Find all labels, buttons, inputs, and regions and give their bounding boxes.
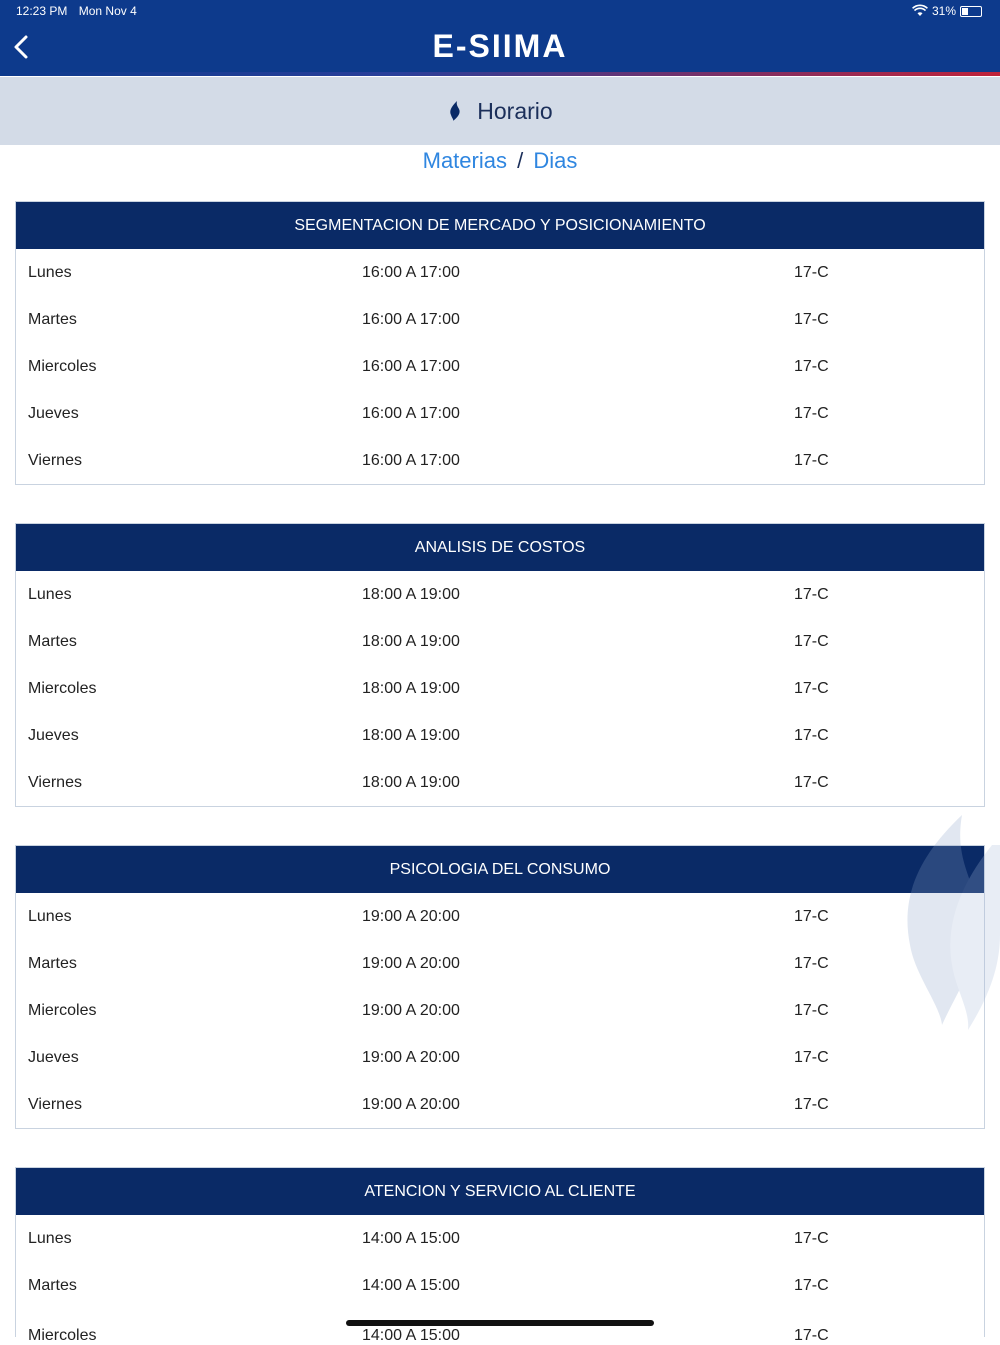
time-cell: 18:00 A 19:00: [362, 726, 460, 744]
wifi-icon: [912, 5, 928, 17]
room-cell: 17-C: [794, 404, 829, 422]
day-cell: Jueves: [28, 726, 79, 744]
schedule-row: [16, 343, 984, 390]
schedule-row: [16, 571, 984, 618]
page-title: Horario: [477, 97, 553, 124]
app-logo: E-SIIMA: [432, 28, 568, 64]
room-cell: 17-C: [794, 632, 829, 650]
schedule-row: [16, 665, 984, 712]
time-cell: 18:00 A 19:00: [362, 632, 460, 650]
room-cell: 17-C: [794, 773, 829, 791]
page-title-band: [0, 77, 1000, 145]
tab-materias[interactable]: Materias: [422, 148, 507, 173]
time-cell: 19:00 A 20:00: [362, 1001, 460, 1019]
schedule-row: [16, 1081, 984, 1128]
room-cell: 17-C: [794, 907, 829, 925]
schedule-row: [16, 1034, 984, 1081]
time-cell: 14:00 A 15:00: [362, 1276, 460, 1294]
time-cell: 16:00 A 17:00: [362, 310, 460, 328]
schedule-row: [16, 390, 984, 437]
subject-card: [15, 845, 985, 1129]
time-cell: 14:00 A 15:00: [362, 1229, 460, 1247]
day-cell: Lunes: [28, 1229, 72, 1247]
day-cell: Miercoles: [28, 1001, 97, 1019]
time-cell: 16:00 A 17:00: [362, 404, 460, 422]
room-cell: 17-C: [794, 310, 829, 328]
day-cell: Martes: [28, 954, 77, 972]
flame-icon: [447, 100, 463, 122]
room-cell: 17-C: [794, 1048, 829, 1066]
schedule-row: [16, 1262, 984, 1309]
status-bar-right: [912, 4, 982, 18]
room-cell: 17-C: [794, 263, 829, 281]
schedule-row: [16, 712, 984, 759]
schedule-row: [16, 437, 984, 484]
time-cell: 19:00 A 20:00: [362, 1095, 460, 1113]
subject-card: [15, 523, 985, 807]
subject-title: PSICOLOGIA DEL CONSUMO: [16, 846, 984, 893]
time-cell: 19:00 A 20:00: [362, 1048, 460, 1066]
day-cell: Martes: [28, 310, 77, 328]
room-cell: 17-C: [794, 1001, 829, 1019]
time-cell: 16:00 A 17:00: [362, 451, 460, 469]
room-cell: 17-C: [794, 1095, 829, 1113]
time-cell: 19:00 A 20:00: [362, 907, 460, 925]
time-cell: 16:00 A 17:00: [362, 263, 460, 281]
day-cell: Lunes: [28, 907, 72, 925]
day-cell: Martes: [28, 632, 77, 650]
status-bar-left: [16, 4, 145, 18]
schedule-row: [16, 296, 984, 343]
subject-card: [15, 1167, 985, 1344]
room-cell: 17-C: [794, 679, 829, 697]
subject-card: [15, 201, 985, 485]
navbar-stripe: [0, 72, 1000, 76]
day-cell: Lunes: [28, 263, 72, 281]
view-switcher: [0, 148, 1000, 174]
battery-icon: [960, 6, 982, 17]
subject-title: ATENCION Y SERVICIO AL CLIENTE: [16, 1168, 984, 1215]
time-cell: 18:00 A 19:00: [362, 585, 460, 603]
tab-dias[interactable]: Dias: [533, 148, 578, 173]
day-cell: Jueves: [28, 404, 79, 422]
room-cell: 17-C: [794, 726, 829, 744]
schedule-row: [16, 940, 984, 987]
day-cell: Viernes: [28, 451, 82, 469]
schedule-row: [16, 249, 984, 296]
schedule-row: [16, 893, 984, 940]
time-cell: 19:00 A 20:00: [362, 954, 460, 972]
status-date: Mon Nov 4: [78, 4, 137, 18]
day-cell: Viernes: [28, 1095, 82, 1113]
room-cell: 17-C: [794, 451, 829, 469]
subject-title: SEGMENTACION DE MERCADO Y POSICIONAMIENTO: [16, 202, 984, 249]
schedule-row: [16, 759, 984, 806]
room-cell: 17-C: [794, 954, 829, 972]
time-cell: 18:00 A 19:00: [362, 679, 460, 697]
flame-watermark-icon: [900, 815, 1000, 1035]
room-cell: 17-C: [794, 1327, 829, 1344]
day-cell: Viernes: [28, 773, 82, 791]
schedule-row: [16, 987, 984, 1034]
subject-title: ANALISIS DE COSTOS: [16, 524, 984, 571]
day-cell: Lunes: [28, 585, 72, 603]
schedule-row: [16, 1215, 984, 1262]
room-cell: 17-C: [794, 585, 829, 603]
room-cell: 17-C: [794, 1229, 829, 1247]
time-cell: 16:00 A 17:00: [362, 357, 460, 375]
status-time: 12:23 PM: [16, 4, 68, 18]
home-indicator[interactable]: [346, 1320, 654, 1326]
day-cell: Miercoles: [28, 1327, 97, 1344]
navbar: [0, 0, 1000, 74]
day-cell: Martes: [28, 1276, 77, 1294]
tab-separator: /: [517, 148, 524, 173]
time-cell: 18:00 A 19:00: [362, 773, 460, 791]
day-cell: Miercoles: [28, 357, 97, 375]
room-cell: 17-C: [794, 1276, 829, 1294]
room-cell: 17-C: [794, 357, 829, 375]
battery-percent: 31%: [931, 4, 956, 18]
time-cell: 14:00 A 15:00: [362, 1327, 460, 1344]
day-cell: Miercoles: [28, 679, 97, 697]
day-cell: Jueves: [28, 1048, 79, 1066]
schedule-row: [16, 618, 984, 665]
